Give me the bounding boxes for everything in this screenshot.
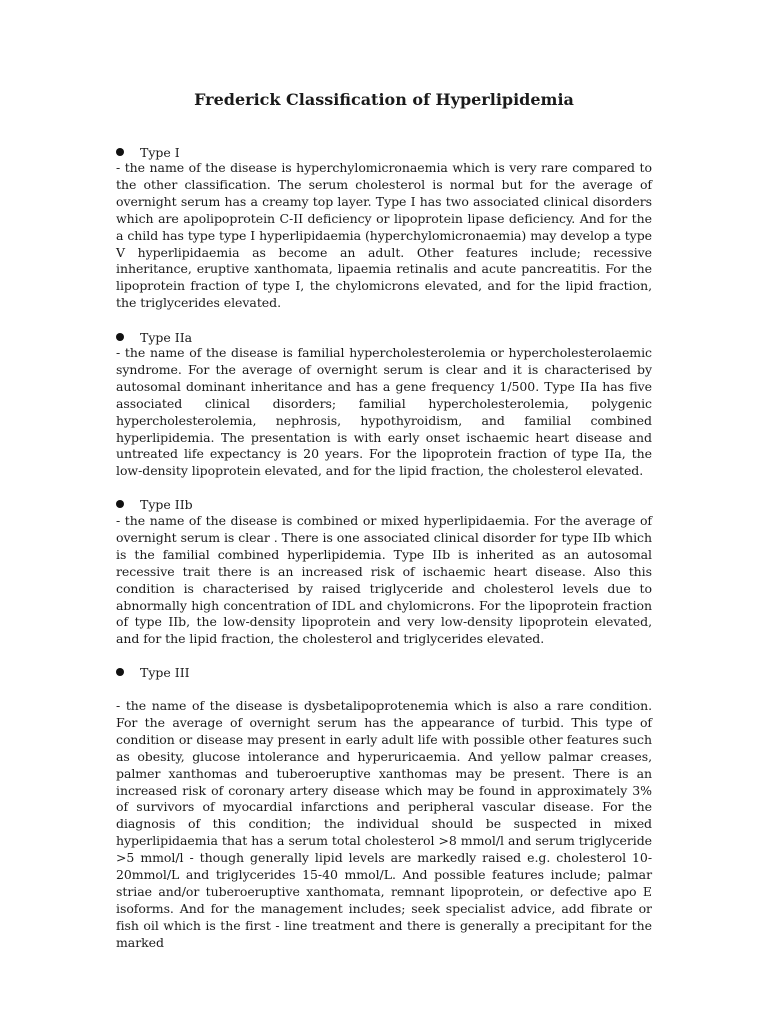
section-heading-type-iia <box>116 329 192 346</box>
section-heading-type-iib <box>116 496 193 513</box>
section-body-type-iia: - the name of the disease is familial hypercholesterolemia or hypercholesterolaemic syndrome. For the average of overnight serum is clear and it is characterised by autosomal dominant inheritance and has a gene frequency 1/500. Type IIa has five associated clinical disorders; familial hypercholesterolemia, polygenic hypercholesterolemia, nephrosis, hypothyroidism, and familial combined hyperlipidemia. The presentation is with early onset ischaemic heart disease and untreated life expectancy is 20 years. For the lipoprotein fraction of type IIa, the low-density lipoprotein elevated, and for the lipid fraction, the cholesterol elevated. <box>116 345 652 479</box>
section-body-type-i: - the name of the disease is hyperchylomicronaemia which is very rare compared to the other classification. The serum cholesterol is normal but for the average of overnight serum has a creamy top layer. Type I has two associated clinical disorders which are apolipoprotein C-II deficiency or lipoprotein lipase deficiency. And for the a child has type type I hyperlipidaemia (hyperchylomicronaemia) may develop a type V hyperlipidaemia as become an adult. Other features include; recessive inheritance, eruptive xanthomata, lipaemia retinalis and acute pancreatitis. For the lipoprotein fraction of type I, the chylomicrons elevated, and for the lipid fraction, the triglycerides elevated. <box>116 160 652 311</box>
bullet-icon <box>116 500 124 508</box>
section-heading-label: Type IIa <box>140 330 193 345</box>
bullet-icon <box>116 148 124 156</box>
section-heading-label: Type IIb <box>140 497 193 512</box>
bullet-icon <box>116 668 124 676</box>
section-body-type-iib: - the name of the disease is combined or mixed hyperlipidaemia. For the average of overnight serum is clear . There is one associated clinical disorder for type IIb which is the familial combined hyperlipidemia. Type IIb is inherited as an autosomal recessive trait there is an increased risk of ischaemic heart disease. Also this condition is characterised by raised triglyceride and cholesterol levels due to abnormally high concentration of IDL and chylomicrons. For the lipoprotein fraction of type IIb, the low-density lipoprotein and very low-density lipoprotein elevated, and for the lipid fraction, the cholesterol and triglycerides elevated. <box>116 513 652 647</box>
section-heading-label: Type III <box>140 665 190 680</box>
bullet-icon <box>116 333 124 341</box>
section-heading-type-i <box>116 144 180 161</box>
page-title: Frederick Classification of Hyperlipidemia <box>194 90 574 109</box>
section-heading-label: Type I <box>140 145 180 160</box>
section-heading-type-iii <box>116 664 190 681</box>
section-body-type-iii: - the name of the disease is dysbetalipoprotenemia which is also a rare condition. For the average of overnight serum has the appearance of turbid. This type of condition or disease may present in early adult life with possible other features such as obesity, glucose intolerance and hyperuricaemia. And yellow palmar creases, palmer xanthomas and tuberoeruptive xanthomas may be present. There is an increased risk of coronary artery disease which may be found in approximately 3% of survivors of myocardial infarctions and peripheral vascular disease. For the diagnosis of this condition; the individual should be suspected in mixed hyperlipidaemia that has a serum total cholesterol >8 mmol/l and serum triglyceride >5 mmol/l - though generally lipid levels are markedly raised e.g. cholesterol 10-20mmol/L and triglycerides 15-40 mmol/L. And possible features include; palmar striae and/or tuberoeruptive xanthomata, remnant lipoprotein, or defective apo E isoforms. And for the management includes; seek specialist advice, add fibrate or fish oil which is the first - line treatment and there is generally a precipitant for the marked <box>116 698 652 950</box>
